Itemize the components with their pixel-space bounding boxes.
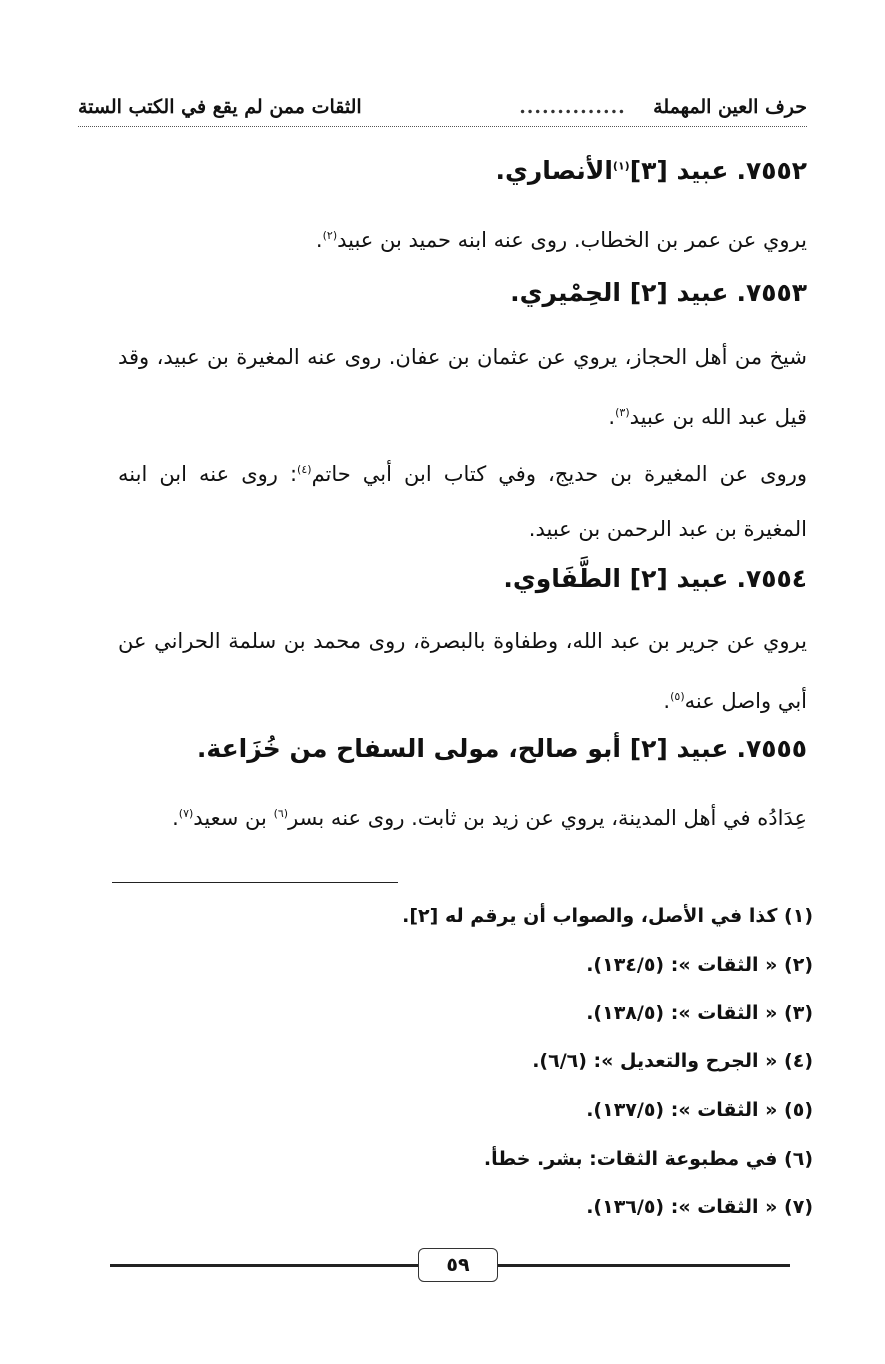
footnote: (٣) « الثقات »: (١٣٨/٥).	[586, 1002, 813, 1024]
entry-paragraph: يروي عن جرير بن عبد الله، وطفاوة بالبصرة، روى محمد بن سلمة الحراني عن أبي واصل عنه$^{(٥)}$.	[118, 629, 807, 713]
entry-title: ٧٥٥٥.عبيد [٢] أبو صالح، مولى السفاح من خُزَاعة.	[196, 734, 807, 763]
entry-paragraph: عِدَادُه في أهل المدينة، يروي عن زيد بن ثابت. روى عنه بسر$^{(٦)}$ بن سعيد$^{(٧)}$.	[172, 806, 807, 830]
header-book-title: الثقات ممن لم يقع في الكتب الستة	[78, 96, 362, 118]
footnote: (٦) في مطبوعة الثقات: بشر. خطأ.	[483, 1148, 813, 1170]
header-chapter: حرف العين المهملة	[653, 96, 807, 118]
entry-title: ٧٥٥٢.عبيد [٣]$^{(١)}$الأنصاري.	[495, 156, 807, 185]
running-header	[78, 92, 807, 127]
footnote: (١) كذا في الأصل، والصواب أن يرقم له [٢].	[402, 905, 813, 927]
entry-paragraph: وروى عن المغيرة بن حديج، وفي كتاب ابن أبي حاتم$^{(٤)}$: روى عنه ابن ابنه المغيرة بن عبد الرحمن بن عبيد.	[118, 462, 808, 541]
entry-title: ٧٥٥٤.عبيد [٢] الطَّفَاوي.	[503, 564, 807, 593]
bottom-rule-right	[496, 1264, 790, 1267]
entry-paragraph: يروي عن عمر بن الخطاب. روى عنه ابنه حميد بن عبيد$^{(٢)}$.	[315, 228, 807, 252]
page-number: ٥٩	[418, 1248, 498, 1282]
bottom-rule-left	[110, 1264, 418, 1267]
footnote: (٤) « الجرح والتعديل »: (٦/٦).	[532, 1050, 813, 1072]
header-dots: ..............	[519, 96, 626, 118]
entry-title: ٧٥٥٣.عبيد [٢] الحِمْيري.	[510, 278, 807, 307]
footnote: (٧) « الثقات »: (١٣٦/٥).	[586, 1196, 813, 1218]
entry-paragraph: شيخ من أهل الحجاز، يروي عن عثمان بن عفان. روى عنه المغيرة بن عبيد، وقد قيل عبد الله بن عبيد$^{(٣)}$.	[118, 345, 807, 429]
footnote: (٥) « الثقات »: (١٣٧/٥).	[586, 1099, 813, 1121]
footnote-separator	[112, 882, 398, 883]
footnote: (٢) « الثقات »: (١٣٤/٥).	[586, 954, 813, 976]
